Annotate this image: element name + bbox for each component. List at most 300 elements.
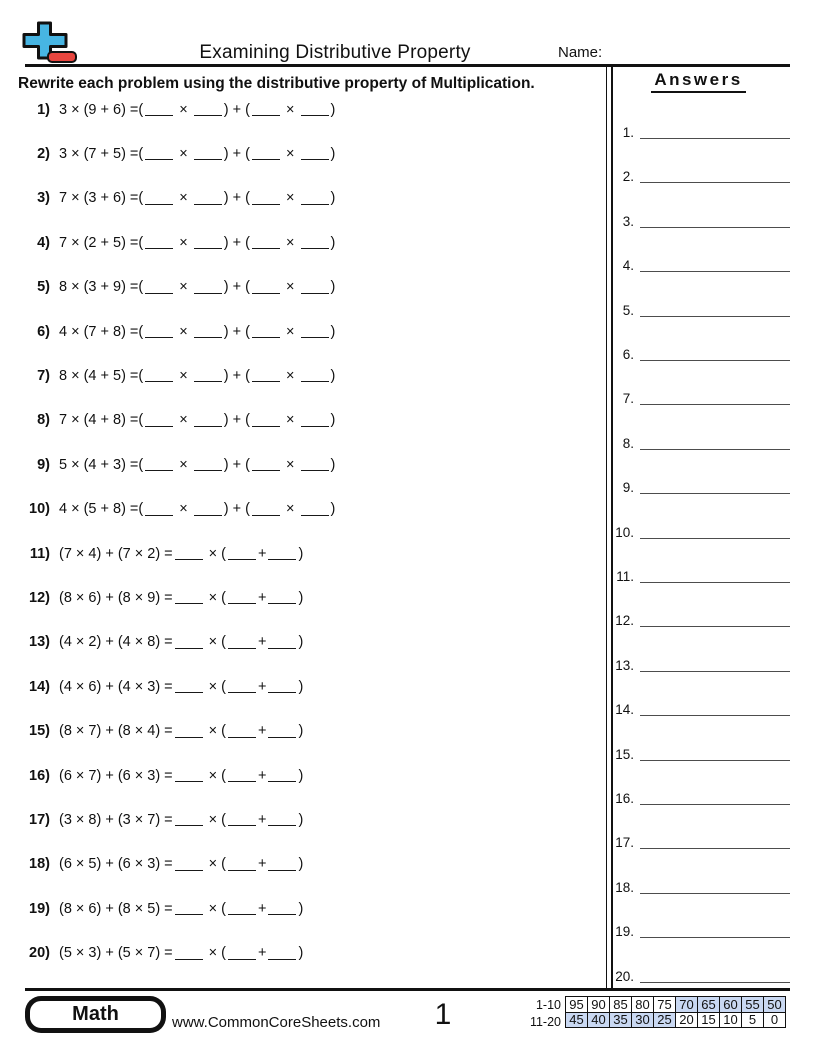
problem-blank[interactable] xyxy=(175,860,203,871)
answer-row xyxy=(607,880,790,895)
problem-text-segment: × xyxy=(175,323,192,340)
problem-blank[interactable] xyxy=(301,416,329,427)
problem-blank[interactable] xyxy=(301,283,329,294)
answer-number: 20. xyxy=(615,968,634,984)
answer-line[interactable] xyxy=(640,439,790,450)
grade-cell: 40 xyxy=(588,1012,610,1028)
problem-row xyxy=(18,324,335,341)
problem-number: 20) xyxy=(29,945,50,962)
problem-text-segment: ) xyxy=(330,412,336,429)
problem-text-segment: + xyxy=(258,767,267,784)
problem-blank[interactable] xyxy=(228,860,256,871)
answer-line[interactable] xyxy=(640,394,790,405)
answer-line[interactable] xyxy=(640,750,790,761)
problem-expression: (4 × 6) + (4 × 3) = xyxy=(59,678,173,695)
problem-blank[interactable] xyxy=(252,105,280,116)
problem-row xyxy=(18,501,335,518)
answer-line[interactable] xyxy=(640,838,790,849)
problem-blank[interactable] xyxy=(145,238,173,249)
problem-text-segment: × xyxy=(281,501,299,518)
answer-number: 4. xyxy=(622,258,634,274)
problem-text-segment: ( xyxy=(138,456,144,473)
problem-blank[interactable] xyxy=(301,105,329,116)
answer-row xyxy=(607,702,790,717)
problem-text-segment: × xyxy=(175,101,192,118)
problem-text-segment: ( xyxy=(138,367,144,384)
problem-blank[interactable] xyxy=(252,194,280,205)
problem-expression: 4 × (5 + 8) = xyxy=(59,501,139,518)
answer-line[interactable] xyxy=(640,572,790,583)
problem-blank[interactable] xyxy=(175,593,203,604)
problem-text-segment: × xyxy=(175,412,192,429)
grading-table xyxy=(565,996,786,1028)
answer-number: 10. xyxy=(615,524,634,540)
grade-cell: 15 xyxy=(698,1012,720,1028)
problem-row xyxy=(18,590,303,607)
problem-text-segment: ) xyxy=(298,634,304,651)
problem-text-segment: ) + ( xyxy=(223,145,250,162)
grade-cell: 30 xyxy=(632,1012,654,1028)
problem-row xyxy=(18,235,335,252)
problem-text-segment: ) + ( xyxy=(223,101,250,118)
problem-blank[interactable] xyxy=(228,593,256,604)
problem-text-segment: × ( xyxy=(204,811,227,828)
problem-row xyxy=(18,412,335,429)
problem-blank[interactable] xyxy=(194,505,222,516)
problem-expression: 7 × (2 + 5) = xyxy=(59,234,139,251)
answer-line[interactable] xyxy=(640,261,790,272)
problem-text-segment: ) + ( xyxy=(223,323,250,340)
grade-cell: 80 xyxy=(632,997,654,1013)
problem-blank[interactable] xyxy=(268,727,296,738)
problem-blank[interactable] xyxy=(252,283,280,294)
grade-cell: 70 xyxy=(676,997,698,1013)
answer-row xyxy=(607,969,790,984)
page-title: Examining Distributive Property xyxy=(199,42,471,63)
problem-text-segment: × xyxy=(281,412,299,429)
subject-badge-label: Math xyxy=(72,1003,119,1025)
answer-number: 2. xyxy=(622,169,634,185)
grade-cell: 35 xyxy=(610,1012,632,1028)
problem-row xyxy=(18,945,303,962)
answer-number: 1. xyxy=(622,125,634,140)
problem-blank[interactable] xyxy=(228,771,256,782)
problem-text-segment: × ( xyxy=(204,634,227,651)
problem-expression: 3 × (9 + 6) = xyxy=(59,101,139,118)
problem-expression: 8 × (4 + 5) = xyxy=(59,367,139,384)
problem-text-segment: + xyxy=(258,678,267,695)
problem-blank[interactable] xyxy=(145,149,173,160)
problem-text-segment: ) xyxy=(298,945,304,962)
grade-cell: 95 xyxy=(566,997,588,1013)
problem-blank[interactable] xyxy=(228,904,256,915)
problem-text-segment: ) xyxy=(298,589,304,606)
answer-line[interactable] xyxy=(640,972,790,983)
problem-text-segment: × ( xyxy=(204,723,227,740)
problem-text-segment: × xyxy=(281,279,299,296)
answer-number: 7. xyxy=(622,391,634,407)
problem-expression: (6 × 7) + (6 × 3) = xyxy=(59,767,173,784)
problem-blank[interactable] xyxy=(175,638,203,649)
problem-text-segment: × xyxy=(175,501,192,518)
problem-number: 1) xyxy=(37,101,50,118)
problem-row xyxy=(18,901,303,918)
problem-blank[interactable] xyxy=(194,416,222,427)
answers-list xyxy=(607,0,790,1000)
problem-row xyxy=(18,812,303,829)
problem-text-segment: × xyxy=(281,145,299,162)
problem-expression: (5 × 3) + (5 × 7) = xyxy=(59,945,173,962)
problem-text-segment: × xyxy=(175,456,192,473)
problem-blank[interactable] xyxy=(252,149,280,160)
answer-number: 19. xyxy=(615,924,634,940)
problem-blank[interactable] xyxy=(252,371,280,382)
problem-blank[interactable] xyxy=(175,815,203,826)
answer-number: 14. xyxy=(615,702,634,718)
problem-text-segment: ) xyxy=(298,900,304,917)
grade-cell: 90 xyxy=(588,997,610,1013)
grade-range-label-11-20: 11-20 xyxy=(529,1015,561,1029)
problem-blank[interactable] xyxy=(145,416,173,427)
answer-number: 17. xyxy=(615,835,634,851)
problem-text-segment: × xyxy=(281,456,299,473)
name-label: Name: xyxy=(558,44,603,61)
answer-number: 6. xyxy=(622,347,634,362)
problem-number: 7) xyxy=(37,367,50,384)
problem-number: 4) xyxy=(37,234,50,251)
problem-text-segment: ) xyxy=(330,190,336,207)
problem-blank[interactable] xyxy=(175,771,203,782)
grade-cell: 20 xyxy=(676,1012,698,1028)
problem-blank[interactable] xyxy=(268,682,296,693)
site-url: www.CommonCoreSheets.com xyxy=(172,1014,381,1031)
problem-blank[interactable] xyxy=(145,371,173,382)
problem-text-segment: + xyxy=(258,811,267,828)
problem-text-segment: ) xyxy=(330,323,336,340)
problems-list xyxy=(18,0,603,1000)
answer-row xyxy=(607,525,790,540)
problem-text-segment: × xyxy=(175,234,192,251)
problem-text-segment: ) + ( xyxy=(223,367,250,384)
problem-text-segment: + xyxy=(258,545,267,562)
problem-number: 9) xyxy=(37,456,50,473)
answer-number: 13. xyxy=(615,657,634,673)
answer-number: 9. xyxy=(622,480,634,496)
problem-expression: 8 × (3 + 9) = xyxy=(59,279,139,296)
problem-blank[interactable] xyxy=(145,105,173,116)
problem-blank[interactable] xyxy=(268,815,296,826)
problem-expression: (8 × 7) + (8 × 4) = xyxy=(59,723,173,740)
problem-blank[interactable] xyxy=(228,549,256,560)
problem-text-segment: ) xyxy=(298,856,304,873)
problem-blank[interactable] xyxy=(175,682,203,693)
problem-text-segment: ) xyxy=(330,101,336,118)
problem-text-segment: ) xyxy=(330,456,336,473)
problem-row xyxy=(18,279,335,296)
grade-cell: 25 xyxy=(654,1012,676,1028)
problem-number: 12) xyxy=(29,589,50,606)
problem-row xyxy=(18,856,303,873)
problem-blank[interactable] xyxy=(252,460,280,471)
problem-blank[interactable] xyxy=(228,727,256,738)
problem-number: 8) xyxy=(37,412,50,429)
problem-expression: 7 × (3 + 6) = xyxy=(59,190,139,207)
problem-text-segment: + xyxy=(258,900,267,917)
problem-text-segment: × xyxy=(281,190,299,207)
problem-blank[interactable] xyxy=(145,327,173,338)
problem-blank[interactable] xyxy=(228,638,256,649)
grade-range-label-1-10: 1-10 xyxy=(535,998,561,1012)
problem-number: 18) xyxy=(29,856,50,873)
problem-blank[interactable] xyxy=(194,194,222,205)
problem-expression: 7 × (4 + 8) = xyxy=(59,412,139,429)
problem-text-segment: × ( xyxy=(204,589,227,606)
problem-text-segment: ) + ( xyxy=(223,234,250,251)
answer-row xyxy=(607,169,790,184)
problem-blank[interactable] xyxy=(252,238,280,249)
problem-text-segment: ) xyxy=(298,767,304,784)
problem-text-segment: ( xyxy=(138,501,144,518)
problem-row xyxy=(18,146,335,163)
answer-number: 18. xyxy=(615,879,634,895)
problem-row xyxy=(18,679,303,696)
answer-number: 15. xyxy=(615,746,634,762)
problem-text-segment: + xyxy=(258,945,267,962)
problem-text-segment: × xyxy=(281,101,299,118)
problem-blank[interactable] xyxy=(268,638,296,649)
problem-blank[interactable] xyxy=(268,593,296,604)
problem-expression: (6 × 5) + (6 × 3) = xyxy=(59,856,173,873)
problem-number: 11) xyxy=(29,545,50,562)
problem-blank[interactable] xyxy=(268,860,296,871)
problem-text-segment: × xyxy=(175,190,192,207)
grade-cell: 85 xyxy=(610,997,632,1013)
problem-row xyxy=(18,723,303,740)
answer-line[interactable] xyxy=(640,661,790,672)
problem-expression: 5 × (4 + 3) = xyxy=(59,456,139,473)
problem-text-segment: × xyxy=(281,367,299,384)
problem-blank[interactable] xyxy=(301,194,329,205)
grade-cell: 55 xyxy=(742,997,764,1013)
problem-row xyxy=(18,102,335,119)
answer-row xyxy=(607,791,790,806)
answers-title: Answers xyxy=(607,70,790,93)
problem-expression: (8 × 6) + (8 × 9) = xyxy=(59,589,173,606)
answer-row xyxy=(607,658,790,673)
problem-blank[interactable] xyxy=(175,549,203,560)
problem-blank[interactable] xyxy=(194,105,222,116)
problem-blank[interactable] xyxy=(145,460,173,471)
problem-expression: (7 × 4) + (7 × 2) = xyxy=(59,545,173,562)
answer-row xyxy=(607,569,790,584)
problem-number: 3) xyxy=(37,190,50,207)
answer-line[interactable] xyxy=(640,883,790,894)
answer-row xyxy=(607,347,790,362)
problem-blank[interactable] xyxy=(268,949,296,960)
problem-number: 10) xyxy=(29,501,50,518)
answer-line[interactable] xyxy=(640,927,790,938)
answer-row xyxy=(607,436,790,451)
problem-blank[interactable] xyxy=(228,815,256,826)
problem-text-segment: ) xyxy=(330,501,336,518)
instruction-text: Rewrite each problem using the distributive property of Multiplication. xyxy=(18,75,535,92)
problem-text-segment: × xyxy=(175,279,192,296)
problem-text-segment: + xyxy=(258,856,267,873)
problem-blank[interactable] xyxy=(175,904,203,915)
problem-text-segment: × xyxy=(175,367,192,384)
problem-text-segment: ( xyxy=(138,145,144,162)
problem-blank[interactable] xyxy=(301,460,329,471)
answer-row xyxy=(607,835,790,850)
problem-text-segment: × ( xyxy=(204,856,227,873)
problem-number: 17) xyxy=(29,811,50,828)
problem-text-segment: ) xyxy=(330,367,336,384)
answer-row xyxy=(607,391,790,406)
problem-number: 15) xyxy=(29,723,50,740)
answer-row xyxy=(607,924,790,939)
problem-number: 19) xyxy=(29,900,50,917)
problem-expression: (4 × 2) + (4 × 8) = xyxy=(59,634,173,651)
problem-blank[interactable] xyxy=(268,904,296,915)
problem-text-segment: ) xyxy=(330,234,336,251)
problem-text-segment: ) + ( xyxy=(223,501,250,518)
problem-number: 16) xyxy=(29,767,50,784)
problem-blank[interactable] xyxy=(301,327,329,338)
answer-number: 5. xyxy=(622,302,634,318)
problem-text-segment: ( xyxy=(138,412,144,429)
grade-cell: 50 xyxy=(764,997,786,1013)
problem-blank[interactable] xyxy=(228,682,256,693)
problem-expression: 4 × (7 + 8) = xyxy=(59,323,139,340)
problem-blank[interactable] xyxy=(228,949,256,960)
problem-text-segment: ( xyxy=(138,279,144,296)
problem-number: 13) xyxy=(29,634,50,651)
answer-row xyxy=(607,303,790,318)
answer-row xyxy=(607,480,790,495)
problem-blank[interactable] xyxy=(145,194,173,205)
answer-number: 3. xyxy=(622,213,634,229)
problem-text-segment: ) + ( xyxy=(223,279,250,296)
subject-badge xyxy=(25,996,166,1033)
answer-line[interactable] xyxy=(640,705,790,716)
problem-blank[interactable] xyxy=(145,283,173,294)
problem-blank[interactable] xyxy=(268,549,296,560)
answer-line[interactable] xyxy=(640,217,790,228)
problem-blank[interactable] xyxy=(194,460,222,471)
page-number: 1 xyxy=(434,998,452,1031)
answer-number: 16. xyxy=(615,791,634,806)
problem-text-segment: × ( xyxy=(204,678,227,695)
grade-cell: 60 xyxy=(720,997,742,1013)
answer-line[interactable] xyxy=(640,172,790,183)
problem-blank[interactable] xyxy=(194,327,222,338)
answer-row xyxy=(607,613,790,628)
answer-line[interactable] xyxy=(640,350,790,361)
problem-text-segment: ) xyxy=(298,545,304,562)
problem-text-segment: × xyxy=(281,323,299,340)
problem-text-segment: + xyxy=(258,634,267,651)
answer-number: 8. xyxy=(622,435,634,451)
problem-number: 5) xyxy=(37,279,50,296)
answer-line[interactable] xyxy=(640,306,790,317)
problem-blank[interactable] xyxy=(145,505,173,516)
problem-blank[interactable] xyxy=(194,371,222,382)
problem-text-segment: × xyxy=(281,234,299,251)
problem-blank[interactable] xyxy=(268,771,296,782)
answer-line[interactable] xyxy=(640,616,790,627)
answer-row xyxy=(607,214,790,229)
problem-text-segment: ( xyxy=(138,101,144,118)
problem-text-segment: ) xyxy=(298,678,304,695)
problem-text-segment: ( xyxy=(138,323,144,340)
problem-row xyxy=(18,768,303,785)
problem-blank[interactable] xyxy=(301,505,329,516)
problem-text-segment: ( xyxy=(138,234,144,251)
problem-blank[interactable] xyxy=(301,149,329,160)
problem-text-segment: ) xyxy=(298,723,304,740)
problem-row xyxy=(18,190,335,207)
answer-row xyxy=(607,747,790,762)
grade-cell: 0 xyxy=(764,1012,786,1028)
answer-number: 11. xyxy=(616,569,634,584)
footer-rule xyxy=(25,988,790,991)
problem-number: 14) xyxy=(29,678,50,695)
grade-cell: 5 xyxy=(742,1012,764,1028)
problem-blank[interactable] xyxy=(175,949,203,960)
problem-text-segment: + xyxy=(258,589,267,606)
answer-row xyxy=(607,258,790,273)
answer-line[interactable] xyxy=(640,794,790,805)
answer-line[interactable] xyxy=(640,528,790,539)
problem-text-segment: × ( xyxy=(204,545,227,562)
problem-text-segment: ) + ( xyxy=(223,456,250,473)
problem-row xyxy=(18,457,335,474)
answer-row xyxy=(607,125,790,140)
grade-cell: 65 xyxy=(698,997,720,1013)
problem-number: 2) xyxy=(37,145,50,162)
problem-blank[interactable] xyxy=(175,727,203,738)
problem-expression: (8 × 6) + (8 × 5) = xyxy=(59,900,173,917)
problem-text-segment: × ( xyxy=(204,767,227,784)
problem-text-segment: ) + ( xyxy=(223,412,250,429)
problem-row xyxy=(18,368,335,385)
problem-text-segment: ) xyxy=(330,279,336,296)
problem-blank[interactable] xyxy=(252,327,280,338)
problem-row xyxy=(18,546,303,563)
answer-line[interactable] xyxy=(640,128,790,139)
problem-text-segment: × ( xyxy=(204,945,227,962)
problem-row xyxy=(18,634,303,651)
grade-cell: 45 xyxy=(566,1012,588,1028)
problem-text-segment: + xyxy=(258,723,267,740)
problem-blank[interactable] xyxy=(252,416,280,427)
problem-blank[interactable] xyxy=(301,371,329,382)
problem-blank[interactable] xyxy=(194,283,222,294)
problem-blank[interactable] xyxy=(194,238,222,249)
problem-number: 6) xyxy=(37,323,50,340)
grade-cell: 75 xyxy=(654,997,676,1013)
problem-blank[interactable] xyxy=(301,238,329,249)
answer-line[interactable] xyxy=(640,483,790,494)
problem-text-segment: ( xyxy=(138,190,144,207)
problem-text-segment: ) + ( xyxy=(223,190,250,207)
problem-expression: 3 × (7 + 5) = xyxy=(59,145,139,162)
problem-blank[interactable] xyxy=(194,149,222,160)
grade-cell: 10 xyxy=(720,1012,742,1028)
answer-number: 12. xyxy=(615,613,634,629)
subject-badge-inner xyxy=(28,999,163,1030)
problem-blank[interactable] xyxy=(252,505,280,516)
